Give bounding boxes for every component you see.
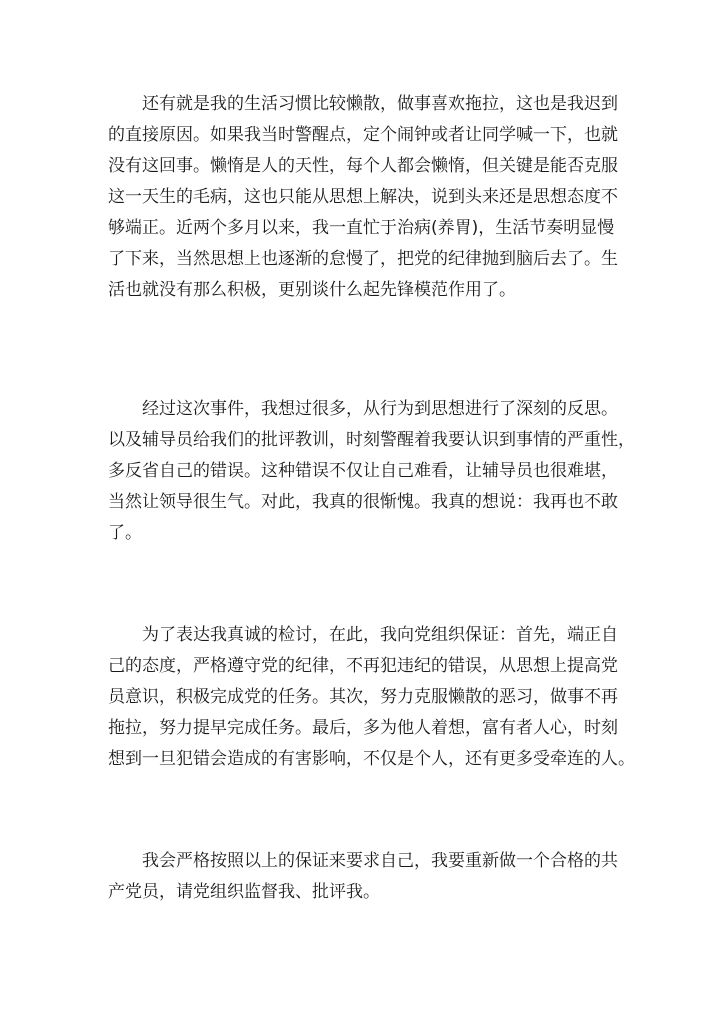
paragraph-line: 了下来，当然思想上也逐渐的怠慢了，把党的纪律抛到脑后去了。生 <box>108 249 618 269</box>
paragraph-line: 拖拉，努力提早完成任务。最后，多为他人着想，富有者人心，时刻 <box>108 718 618 738</box>
paragraph-reflection <box>108 394 635 549</box>
paragraph-line: 没有这回事。懒惰是人的天性，每个人都会懒惰，但关键是能否克服 <box>108 156 618 176</box>
paragraph-line: 活也就没有那么积极，更别谈什么起先锋模范作用了。 <box>108 280 516 300</box>
paragraph-line: 这一天生的毛病，这也只能从思想上解决，说到头来还是思想态度不 <box>108 187 618 207</box>
paragraph-line: 了。 <box>108 523 142 543</box>
paragraph-line: 的直接原因。如果我当时警醒点，定个闹钟或者让同学喊一下，也就 <box>108 125 618 145</box>
paragraph-pledge <box>108 620 635 775</box>
paragraph-line: 员意识，积极完成党的任务。其次，努力克服懒散的恶习，做事不再 <box>108 687 618 707</box>
paragraph-line: 当然让领导很生气。对此，我真的很惭愧。我真的想说：我再也不敢 <box>108 492 618 512</box>
paragraph-laziness <box>108 89 618 306</box>
paragraph-line: 想到一旦犯错会造成的有害影响，不仅是个人，还有更多受牵连的人。 <box>108 749 635 769</box>
paragraph-line: 多反省自己的错误。这种错误不仅让自己难看，让辅导员也很难堪， <box>108 461 618 481</box>
paragraph-closing <box>108 846 618 908</box>
paragraph-line: 够端正。近两个多月以来，我一直忙于治病(养胃)，生活节奏明显慢 <box>108 218 615 238</box>
paragraph-line: 以及辅导员给我们的批评教训，时刻警醒着我要认识到事情的严重性， <box>108 430 635 450</box>
paragraph-line: 经过这次事件，我想过很多，从行为到思想进行了深刻的反思。 <box>142 399 618 419</box>
paragraph-line: 还有就是我的生活习惯比较懒散，做事喜欢拖拉，这也是我迟到 <box>142 94 618 114</box>
paragraph-line: 己的态度，严格遵守党的纪律，不再犯违纪的错误，从思想上提高党 <box>108 656 618 676</box>
paragraph-line: 我会严格按照以上的保证来要求自己，我要重新做一个合格的共 <box>142 851 618 871</box>
paragraph-line: 为了表达我真诚的检讨，在此，我向党组织保证：首先，端正自 <box>142 625 618 645</box>
paragraph-line: 产党员，请党组织监督我、批评我。 <box>108 882 380 902</box>
